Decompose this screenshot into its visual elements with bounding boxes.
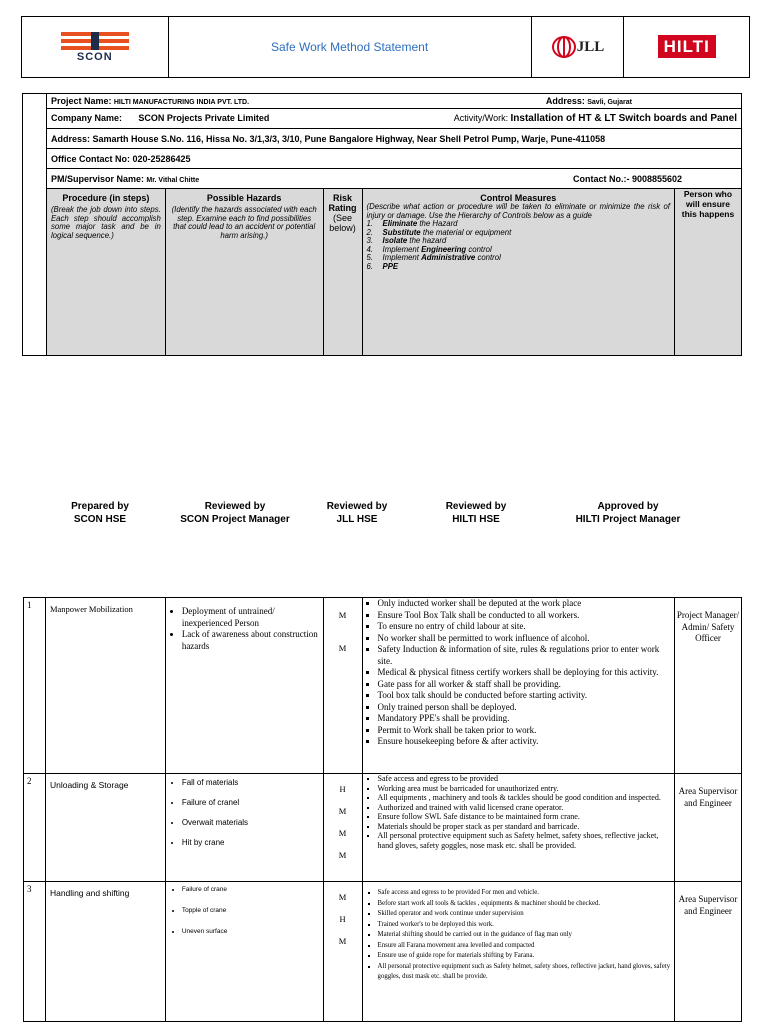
- project-name-label: Project Name:: [50, 96, 112, 106]
- step-responsible: Project Manager/ Admin/ Safety Officer: [675, 598, 742, 774]
- control-item: ▪ Tool box talk should be conducted before starting activity.: [378, 690, 671, 702]
- risk-rating: M: [338, 892, 347, 902]
- signature-role: Approved by: [597, 501, 659, 512]
- hierarchy-keyword: Engineering: [421, 244, 467, 254]
- control-item: ▪ All personal protective equipment such as Safety helmet, safety shoes, reflective jacket, hand gloves, safety goggles, nose mask etc. shall be provided.: [378, 831, 671, 850]
- control-item: ▪ All equipments , machinery and tools & tackles should be good condition and inspected.: [378, 793, 671, 803]
- hierarchy-keyword: Administrative: [421, 253, 476, 263]
- hierarchy-keyword: Isolate: [382, 236, 408, 246]
- jll-swoosh-icon: [551, 36, 577, 58]
- hilti-logo-cell: [624, 17, 750, 78]
- control-item: ▪ Safe access and egress to be provided: [378, 774, 671, 784]
- jll-logo: [532, 36, 624, 58]
- control-item: ▪ No worker shall be permitted to work influence of alcohol.: [378, 633, 671, 645]
- col-procedure: [46, 189, 165, 356]
- control-item: ▪ Ensure use of guide rope for materials shifting by Farana.: [378, 951, 671, 962]
- step-controls: [362, 882, 674, 1022]
- control-item: ▪ Working area must be barricaded for unauthorized entry.: [378, 784, 671, 794]
- col-person: Person who will ensure this happens: [674, 189, 741, 356]
- col-risk-note: (See below): [329, 213, 356, 233]
- hierarchy-number: 3.: [366, 236, 374, 246]
- col-hazards-desc: (Identify the hazards associated with each step. Examine each to find possibilities that could lead to an accident or potential harm arising.): [171, 205, 317, 240]
- control-item: ▪ Only inducted worker shall be deputed at the work place: [378, 598, 671, 610]
- step-responsible: Area Supervisor and Engineer: [675, 774, 742, 882]
- signature-role: Reviewed by: [204, 501, 266, 512]
- col-risk: [323, 189, 362, 356]
- col-procedure-title: Procedure (in steps): [62, 193, 150, 203]
- control-item: ▪ Mandatory PPE's shall be providing.: [378, 713, 671, 725]
- control-item: ▪ Material shifting should be carried out in the guidance of flag man only: [378, 930, 671, 941]
- control-item: ▪ Gate pass for all worker & staff shall be providing.: [378, 679, 671, 691]
- signature-reviewed-jll: [310, 500, 404, 526]
- hierarchy-number: 2.: [366, 227, 374, 237]
- col-control-desc: (Describe what action or procedure will be taken to eliminate or minimize the risk of injury or damage. Use the Hierarchy of Controls below as a guide: [366, 202, 670, 220]
- step-number: 1: [24, 598, 46, 774]
- step-risk-ratings: [323, 774, 362, 882]
- step-activity: Manpower Mobilization: [45, 598, 165, 774]
- step-hazards: [165, 774, 323, 882]
- address-line: Address: Samarth House S.No. 116, Hissa No. 3/1,3/3, 3/10, Pune Bangalore Highway, Near Shell Petrol Pump, Warje, Pune-411058: [46, 129, 741, 149]
- col-hazards-title: Possible Hazards: [206, 193, 282, 203]
- step-hazards: [165, 598, 323, 774]
- steps-table: [23, 597, 742, 1022]
- signature-reviewed-scon-pm: [160, 500, 310, 526]
- info-spacer: [23, 94, 47, 356]
- hierarchy-rest: control: [466, 244, 492, 254]
- col-procedure-desc: (Break the job down into steps. Each step should accomplish some major task and be in logical sequence.): [50, 205, 161, 240]
- control-item: ▪ Trained worker's to be deployed this work.: [378, 920, 671, 931]
- pm-label: PM/Supervisor Name:: [50, 173, 144, 184]
- hierarchy-keyword: Substitute: [382, 227, 421, 237]
- document-title: Safe Work Method Statement: [168, 17, 531, 78]
- scon-emblem-icon: [61, 32, 129, 50]
- hierarchy-item: [367, 254, 670, 263]
- risk-rating: M: [338, 643, 347, 653]
- step-activity: Handling and shifting: [45, 882, 165, 1022]
- control-item: ▪ Permit to Work shall be taken prior to work.: [378, 725, 671, 737]
- hierarchy-list: [367, 220, 670, 271]
- control-item: ▪ Medical & physical fitness certify workers shall be deploying for this activity.: [378, 667, 671, 679]
- hazard-item: • Topple of crane: [182, 907, 319, 914]
- company-value: SCON Projects Private Limited: [138, 113, 270, 123]
- risk-rating: H: [339, 784, 346, 794]
- project-name-row: [46, 94, 741, 109]
- col-control: [362, 189, 674, 356]
- hierarchy-rest: the Hazard: [417, 219, 458, 229]
- signature-party: HILTI HSE: [452, 514, 500, 525]
- scon-logo: [22, 32, 168, 63]
- hazard-item: • Overwait materials: [182, 818, 319, 827]
- jll-logo-cell: [531, 17, 624, 78]
- step-activity: Unloading & Storage: [45, 774, 165, 882]
- project-name-value: HILTI MANUFACTURING INDIA PVT. LTD.: [113, 99, 250, 106]
- hazard-item: • Hit by crane: [182, 838, 319, 847]
- risk-rating: M: [338, 806, 347, 816]
- address-value: Savli, Gujarat: [587, 99, 632, 106]
- control-item: ▪ Ensure all Farana movement area levelled and compacted: [378, 941, 671, 952]
- step-row: [24, 882, 742, 1022]
- activity-value: Installation of HT & LT Switch boards and Panel: [510, 113, 737, 124]
- step-number: 3: [24, 882, 46, 1022]
- signature-approved-hilti-pm: [552, 500, 704, 526]
- step-risk-ratings: [323, 882, 362, 1022]
- pm-row: [46, 169, 741, 189]
- control-item: ▪ Authorized and trained with valid licensed crane operator.: [378, 803, 671, 813]
- step-responsible: Area Supervisor and Engineer: [675, 882, 742, 1022]
- control-item: ▪ To ensure no entry of child labour at site.: [378, 621, 671, 633]
- col-risk-title: Risk: [333, 193, 353, 203]
- risk-rating: M: [338, 828, 347, 838]
- signature-role: Reviewed by: [326, 501, 388, 512]
- risk-rating: M: [338, 850, 347, 860]
- signature-role: Reviewed by: [445, 501, 507, 512]
- hierarchy-prefix: Implement: [382, 253, 422, 263]
- office-contact: Office Contact No: 020-25286425: [46, 149, 741, 169]
- scon-logo-cell: [22, 17, 169, 78]
- signature-party: JLL HSE: [336, 514, 378, 525]
- company-row: [46, 109, 741, 129]
- risk-rating: H: [339, 914, 346, 924]
- hazard-item: • Uneven surface: [182, 928, 319, 935]
- jll-logo-text: JLL: [576, 38, 605, 55]
- col-risk-rating: Rating: [328, 203, 357, 213]
- control-item: ▪ Only trained person shall be deployed.: [378, 702, 671, 714]
- hierarchy-number: 1.: [366, 219, 374, 229]
- hazard-item: • Lack of awareness about construction hazards: [182, 629, 319, 652]
- signature-party: HILTI Project Manager: [575, 514, 681, 525]
- risk-rating: M: [338, 610, 347, 620]
- control-item: ▪ Ensure Tool Box Talk shall be conducted to all workers.: [378, 610, 671, 622]
- control-item: ▪ Safe access and egress to be provided For men and vehicle.: [378, 888, 671, 899]
- step-risk-ratings: [323, 598, 362, 774]
- col-control-title: Control Measures: [480, 193, 557, 203]
- hazard-item: • Failure of cranel: [182, 798, 319, 807]
- step-row: [24, 774, 742, 882]
- control-item: ▪ Ensure housekeeping before & after activity.: [378, 736, 671, 748]
- hierarchy-rest: the material or equipment: [420, 227, 512, 237]
- hierarchy-prefix: Implement: [382, 244, 422, 254]
- control-item: ▪ Before start work all tools & tackles , equipments & machiner should be checked.: [378, 899, 671, 910]
- signature-role: Prepared by: [71, 501, 129, 512]
- address-label: Address:: [545, 96, 585, 106]
- hierarchy-keyword: PPE: [382, 261, 399, 271]
- hierarchy-number: 6.: [366, 261, 374, 271]
- signature-prepared: [50, 500, 150, 526]
- control-item: ▪ Materials should be proper stack as per standard and barricade.: [378, 822, 671, 832]
- hilti-logo: HILTI: [658, 35, 716, 58]
- col-hazards: [165, 189, 323, 356]
- hazard-item: • Fall of materials: [182, 778, 319, 787]
- control-item: ▪ Safety Induction & information of site, rules & regulations prior to enter work site.: [378, 644, 671, 667]
- hazard-item: • Failure of crane: [182, 886, 319, 893]
- signature-party: SCON HSE: [73, 514, 127, 525]
- signature-party: SCON Project Manager: [180, 514, 290, 525]
- step-row: [24, 598, 742, 774]
- activity-label: Activity/Work:: [453, 113, 509, 123]
- pm-value: Mr. Vithal Chitte: [146, 176, 200, 184]
- hierarchy-rest: control: [475, 253, 501, 263]
- hazard-item: • Deployment of untrained/ inexperienced Person: [182, 606, 319, 629]
- risk-rating: M: [338, 936, 347, 946]
- scon-logo-text: SCON: [76, 50, 113, 63]
- signature-reviewed-hilti: [428, 500, 524, 526]
- company-label: Company Name:: [50, 113, 122, 123]
- step-number: 2: [24, 774, 46, 882]
- step-controls: [362, 598, 674, 774]
- step-controls: [362, 774, 674, 882]
- step-hazards: [165, 882, 323, 1022]
- hierarchy-number: 5.: [366, 253, 374, 263]
- contact-number: Contact No.:- 9008855602: [572, 173, 682, 184]
- project-info-table: [22, 93, 742, 356]
- control-item: ▪ All personal protective equipment such as Safety helmet, safety shoes, reflective jacket, hand gloves, safety goggles, dust mask etc. shall be provide.: [378, 962, 671, 983]
- hierarchy-item: [367, 263, 670, 272]
- hierarchy-number: 4.: [366, 244, 374, 254]
- hierarchy-keyword: Eliminate: [382, 219, 418, 229]
- control-item: ▪ Skilled operator and work continue under supervision: [378, 909, 671, 920]
- control-item: ▪ Ensure follow SWL Safe distance to be maintained form crane.: [378, 812, 671, 822]
- hierarchy-rest: the hazard: [407, 236, 447, 246]
- header-table: [21, 16, 750, 78]
